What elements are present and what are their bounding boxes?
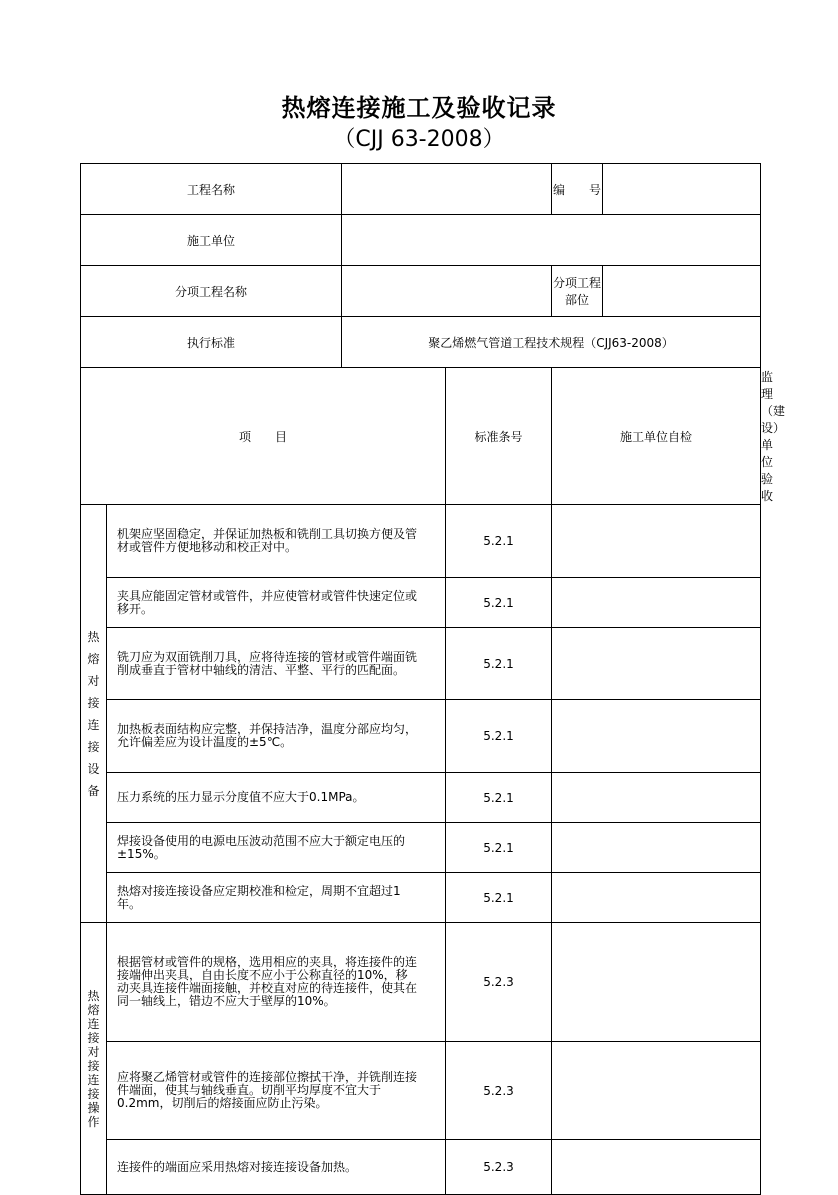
table-row [81, 823, 761, 873]
sub-project-part-label: 分项工程部位 [552, 266, 603, 317]
sub-project-name-label: 分项工程名称 [81, 266, 342, 317]
table-row [81, 773, 761, 823]
item-description: 连接件的端面应采用热熔对接连接设备加热。 [107, 1140, 446, 1195]
document-title: 热熔连接施工及验收记录 [281, 94, 557, 122]
column-header-item: 项 目 [81, 368, 446, 505]
table-row [81, 1140, 761, 1195]
table-row [81, 505, 761, 578]
sub-project-part-field[interactable] [603, 266, 761, 317]
self-check-cell[interactable] [552, 923, 761, 1042]
item-description: 热熔对接连接设备应定期校准和检定，周期不宜超过1年。 [107, 873, 446, 923]
item-description: 铣刀应为双面铣削刀具，应将待连接的管材或管件端面铣削成垂直于管材中轴线的清洁、平整、平行的匹配面。 [107, 628, 446, 700]
number-field[interactable] [603, 164, 761, 215]
table-row [81, 1042, 761, 1140]
self-check-cell[interactable] [552, 873, 761, 923]
standard-label: 执行标准 [81, 317, 342, 368]
clause-number: 5.2.1 [446, 823, 552, 873]
clause-number: 5.2.3 [446, 1140, 552, 1195]
table-row [81, 873, 761, 923]
item-description: 机架应坚固稳定，并保证加热板和铣削工具切换方便及管材或管件方便地移动和校正对中。 [107, 505, 446, 578]
self-check-cell[interactable] [552, 773, 761, 823]
number-label: 编 号 [552, 164, 603, 215]
project-name-field[interactable] [342, 164, 552, 215]
table-row [81, 923, 761, 1042]
item-description: 压力系统的压力显示分度值不应大于0.1MPa。 [107, 773, 446, 823]
table-row [81, 700, 761, 773]
clause-number: 5.2.1 [446, 700, 552, 773]
item-description: 焊接设备使用的电源电压波动范围不应大于额定电压的±15%。 [107, 823, 446, 873]
item-description: 夹具应能固定管材或管件，并应使管材或管件快速定位或移开。 [107, 578, 446, 628]
group-label-welding-equipment: 热 熔 对 接 连 接 设 备 [81, 505, 107, 923]
project-name-label: 工程名称 [81, 164, 342, 215]
self-check-cell[interactable] [552, 578, 761, 628]
self-check-cell[interactable] [552, 628, 761, 700]
item-description: 根据管材或管件的规格，选用相应的夹具，将连接件的连接端伸出夹具，自由长度不应小于公称直径的10%，移动夹具连接件端面接触，并校直对应的待连接件，使其在同一轴线上，错边不应大于壁厚的10%。 [107, 923, 446, 1042]
self-check-cell[interactable] [552, 505, 761, 578]
construction-unit-field[interactable] [342, 215, 761, 266]
item-description: 应将聚乙烯管材或管件的连接部位擦拭干净，并铣削连接件端面，使其与轴线垂直。切削平均厚度不宜大于0.2mm，切削后的熔接面应防止污染。 [107, 1042, 446, 1140]
self-check-cell[interactable] [552, 1140, 761, 1195]
clause-number: 5.2.1 [446, 578, 552, 628]
clause-number: 5.2.1 [446, 628, 552, 700]
group-label-butt-fusion-operation: 热 熔 连 接 对 接 连 接 操 作 [81, 923, 107, 1195]
self-check-cell[interactable] [552, 823, 761, 873]
construction-unit-label: 施工单位 [81, 215, 342, 266]
self-check-cell[interactable] [552, 700, 761, 773]
clause-number: 5.2.1 [446, 773, 552, 823]
clause-number: 5.2.3 [446, 923, 552, 1042]
standard-value: 聚乙烯燃气管道工程技术规程（CJJ63-2008） [342, 317, 761, 368]
clause-number: 5.2.3 [446, 1042, 552, 1140]
item-description: 加热板表面结构应完整，并保持洁净，温度分部应均匀，允许偏差应为设计温度的±5℃。 [107, 700, 446, 773]
clause-number: 5.2.1 [446, 873, 552, 923]
sub-project-name-field[interactable] [342, 266, 552, 317]
document-subtitle: （CJJ 63-2008） [333, 127, 505, 152]
column-header-clause: 标准条号 [446, 368, 552, 505]
table-row [81, 628, 761, 700]
table-row [81, 578, 761, 628]
record-form-table: 工程名称 编 号 施工单位 分项工程名称 分项工程部位 执行标准 聚乙烯燃气管道工程技术规程（CJJ63-2008） 项 目 标准条号 施工单位自检 监理（建设）单位验收 热 熔 对 接 连 接 设 备 机架应坚固稳定，并保证加热板和铣削工具切换方便及管材或管件方便地移动和校正对中。 5.2.1 夹具应能固定管材或管件，并应使管材或管件快速定位或移开。 5.2.1 铣刀应为双面铣削刀具，应将待连接的管材或管件端面铣削成垂直于管材中轴线的清洁、平整、平行的匹配面。 5.2.1 加热板表面结构应完整，并保持洁净，温度分部应均匀，允许偏差应为设计温度的±5℃。 5.2.1 压力系统的压力显示分度值不应大于0.1MPa。 5.2.1 焊接设备使用的电源电压波动范围不应大于额定电压的±15%。 5.2.1 热熔对接连接设备应定期校准和检定，周期不宜超过1年。 5.2.1 热 熔 连 接 对 接 连 接 操 作 根据管材或管件的规格，选用相应的夹具，将连接件的连接端伸出夹具，自由长度不应小于公称直径的10%，移动夹具连接件端面接触，并校直对应的待连接件，使其在同一轴线上，错边不应大于壁厚的10%。 5.2.3 应将聚乙烯管材或管件的连接部位擦拭干净，并铣削连接件端面，使其与轴线垂直。切削平均厚度不宜大于0.2mm，切削后的熔接面应防止污染。 5.2.3 连接件的端面应采用热熔对接连接设备加热。 5.2.3 [80, 163, 761, 1195]
self-check-cell[interactable] [552, 1042, 761, 1140]
column-header-self-check: 施工单位自检 [552, 368, 761, 505]
clause-number: 5.2.1 [446, 505, 552, 578]
